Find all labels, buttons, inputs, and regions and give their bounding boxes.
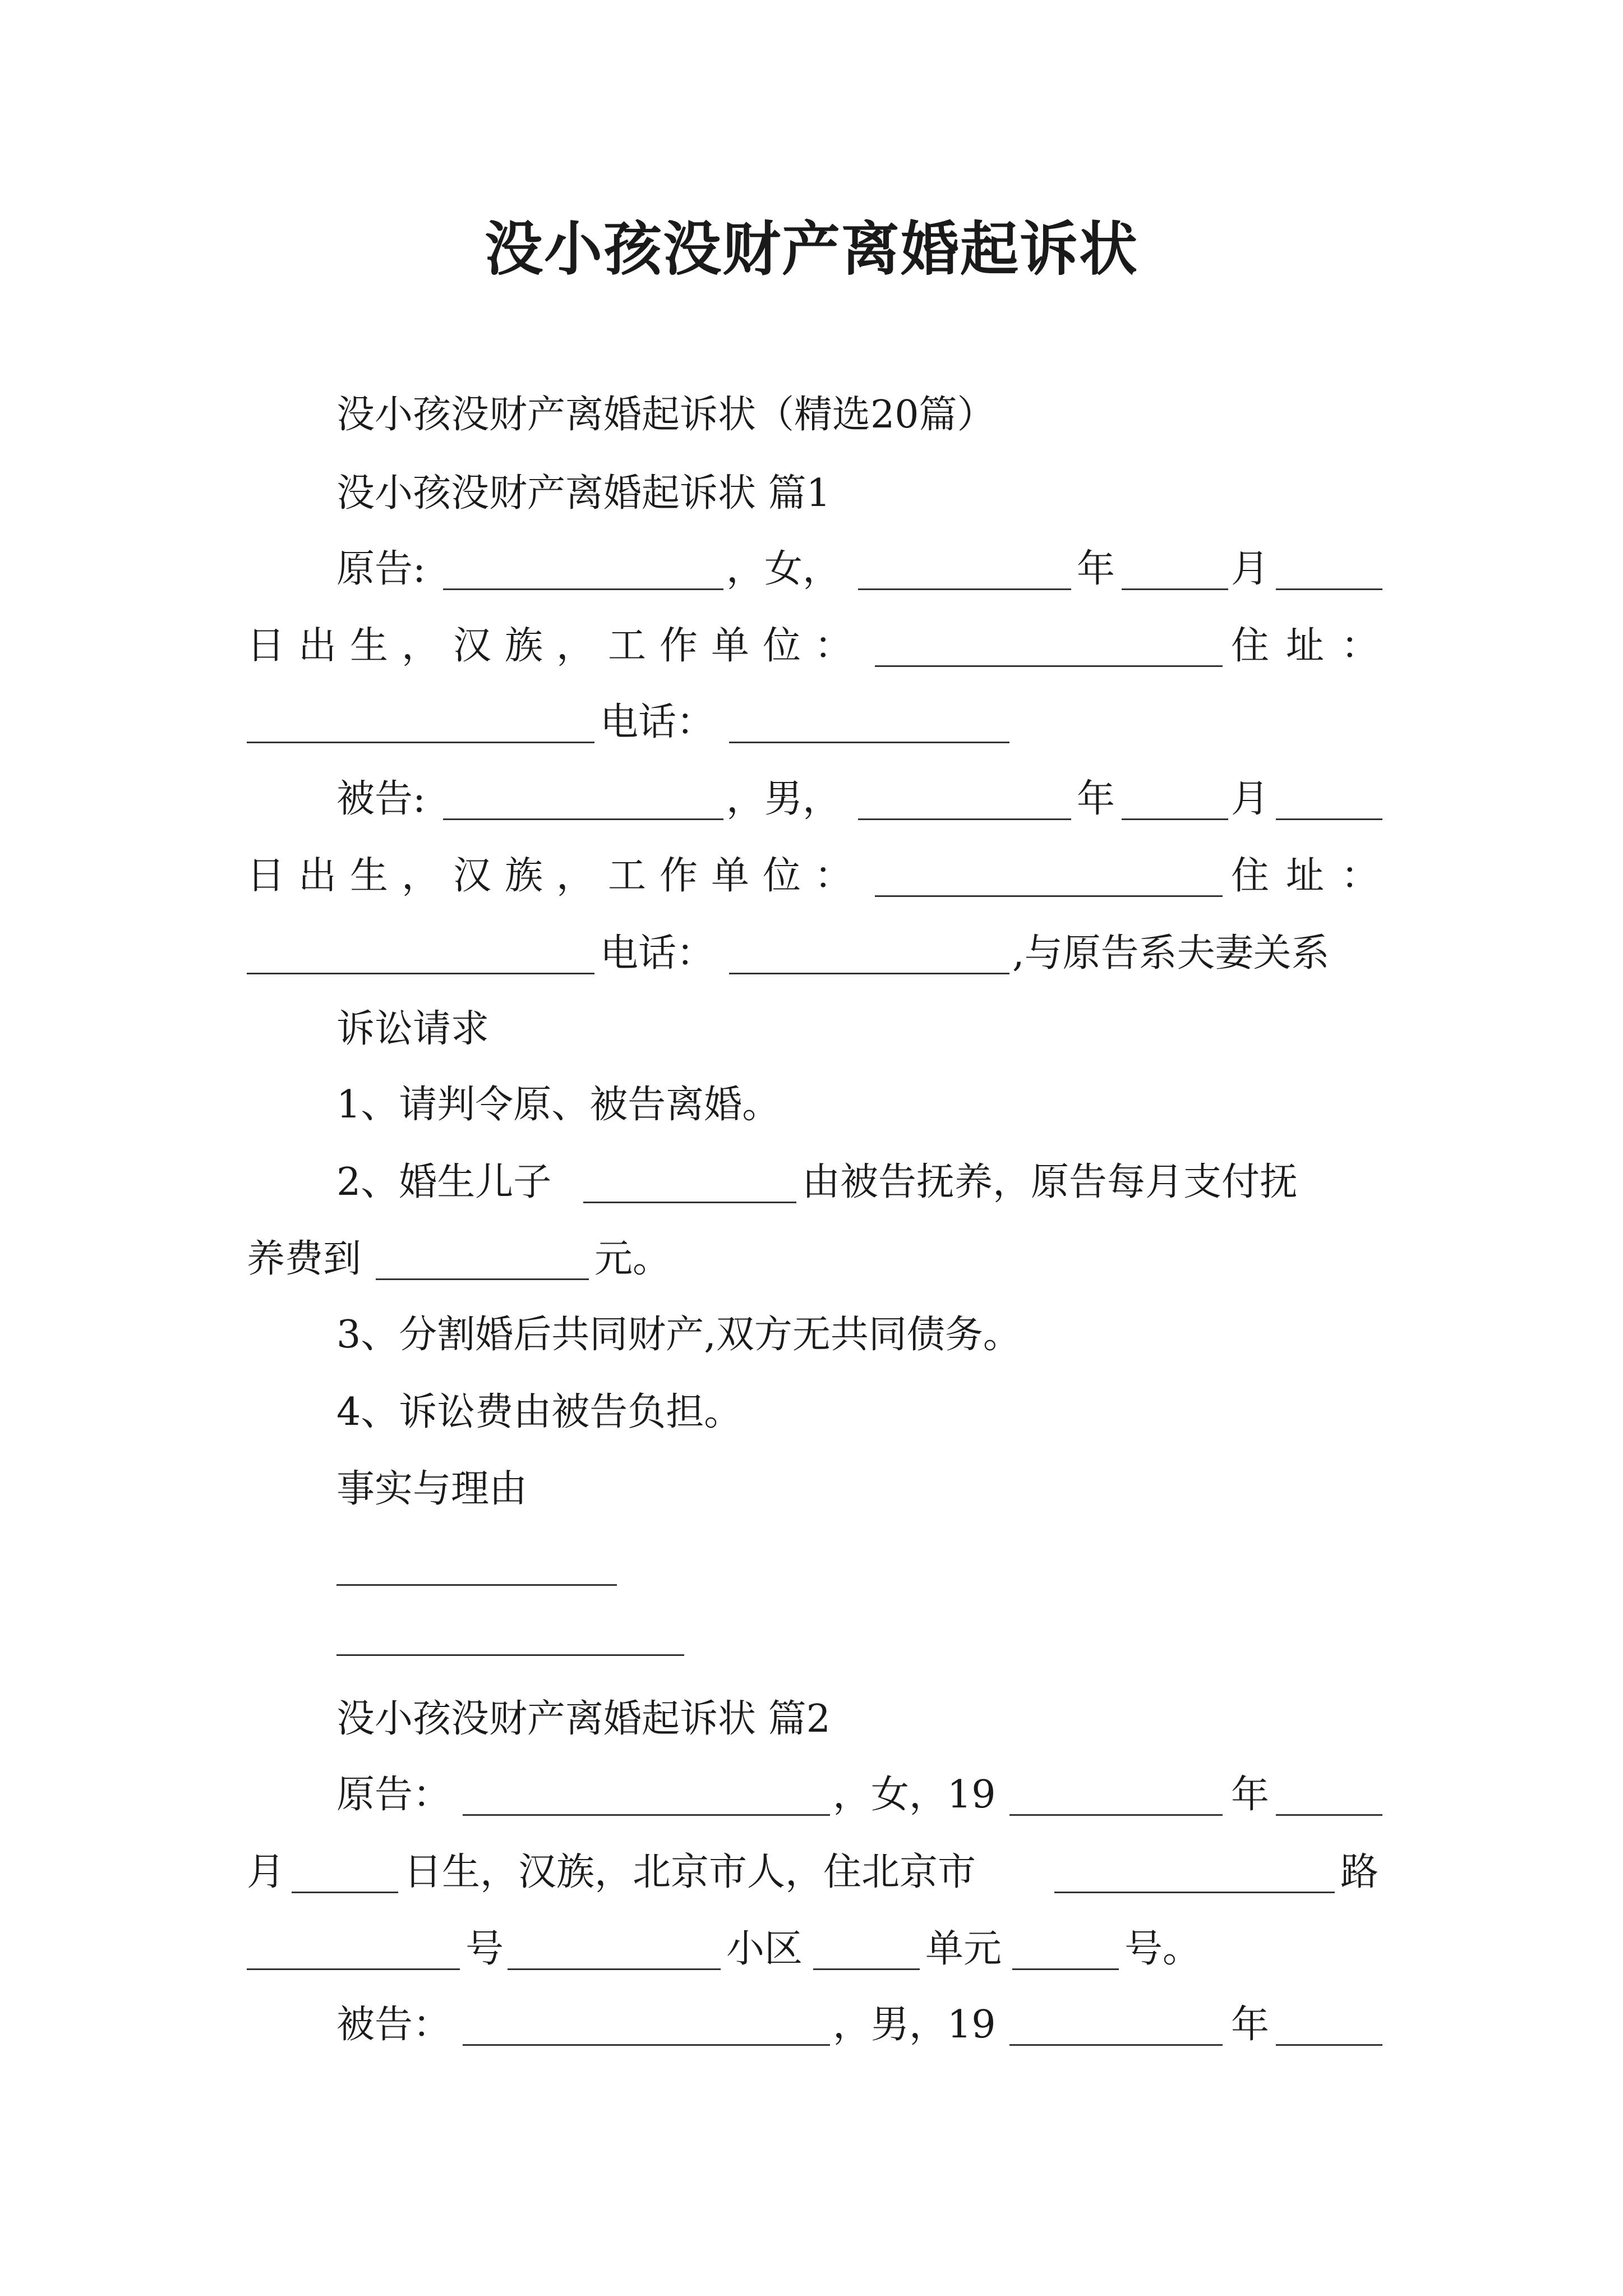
s2-defendant-month-blank <box>1276 2044 1382 2046</box>
s2-plaintiff-gender: ，女，19 <box>833 1773 996 1817</box>
s1-plaintiff-line-1 <box>0 541 1623 597</box>
s2-unit-label: 单元 <box>925 1927 1002 1971</box>
section1-heading: 没小孩没财产离婚起诉状 篇1 <box>336 471 831 516</box>
s2-community-label: 小区 <box>726 1927 803 1971</box>
s2-year-label: 年 <box>1231 1773 1270 1817</box>
s1-son-name-blank <box>583 1202 796 1203</box>
s1-plaintiff-year-blank <box>858 588 1071 590</box>
s1-plaintiff-address-blank <box>247 742 594 743</box>
s1-claim-2a: 2、婚生儿子 <box>336 1160 552 1204</box>
s1-plaintiff-month-blank <box>1122 588 1228 590</box>
document-title: 没小孩没财产离婚起诉状 <box>484 214 1138 283</box>
s2-defendant-name-blank <box>463 2044 830 2046</box>
s2-community-blank <box>508 1968 721 1970</box>
s2-plaintiff-year-blank <box>1009 1814 1223 1816</box>
s2-plaintiff-day-blank <box>292 1892 398 1893</box>
s2-number-blank <box>247 1968 460 1970</box>
s1-claim-2-line-1 <box>0 1154 1623 1211</box>
s1-claims-heading: 诉讼请求 <box>336 1007 490 1051</box>
s1-claim-4-line <box>0 1384 1623 1441</box>
s1-address-label-2: 住址： <box>1231 854 1396 898</box>
s1-claim-4: 4、诉讼费由被告负担。 <box>336 1390 743 1434</box>
s1-facts-blank-line-1 <box>0 1537 1623 1593</box>
s1-plaintiff-line-2 <box>0 618 1623 674</box>
s1-defendant-line-2 <box>0 848 1623 904</box>
s2-month-label: 月 <box>247 1850 285 1894</box>
s1-year-label: 年 <box>1077 547 1115 591</box>
s1-born-text-2: 日出生，汉族，工作单位： <box>247 854 866 898</box>
s2-defendant-line-1 <box>0 1997 1623 2053</box>
s2-room-label: 号。 <box>1124 1927 1201 1971</box>
s1-claim-1-line <box>0 1077 1623 1133</box>
s1-defendant-address-blank <box>247 973 594 974</box>
s1-claim-2c: 养费到 <box>247 1237 362 1281</box>
s2-plaintiff-line-2 <box>0 1844 1623 1901</box>
subtitle-line <box>0 387 1623 443</box>
s2-plaintiff-label: 原告： <box>336 1773 451 1817</box>
s1-plaintiff-label: 原告: <box>336 547 426 591</box>
s1-born-text: 日出生，汉族，工作单位： <box>247 624 866 668</box>
s1-plaintiff-phone-blank <box>729 742 1009 743</box>
section2-heading-line <box>0 1691 1623 1747</box>
s1-relation-text: ,与原告系夫妻关系 <box>1012 931 1330 976</box>
s1-claim-3-line <box>0 1307 1623 1363</box>
s1-phone-label: 电话： <box>600 700 715 744</box>
s1-defendant-gender: ，男， <box>726 777 841 821</box>
s1-address-label: 住址： <box>1231 624 1396 668</box>
s1-facts-blank-2 <box>336 1654 684 1656</box>
s2-plaintiff-month-blank-a <box>1276 1814 1382 1816</box>
s1-month-label: 月 <box>1231 547 1270 591</box>
s1-year-label-2: 年 <box>1077 777 1115 821</box>
s2-road-blank <box>1054 1892 1335 1893</box>
s2-number-label: 号 <box>465 1927 504 1971</box>
s2-room-blank <box>1012 1968 1119 1970</box>
s1-plaintiff-gender: ，女， <box>726 547 841 591</box>
s1-plaintiff-work-blank <box>875 665 1223 667</box>
s1-defendant-name-blank <box>443 818 723 820</box>
s2-defendant-label: 被告： <box>336 2003 451 2047</box>
s2-born-text: 日生，汉族，北京市人，住北京市 <box>404 1850 976 1894</box>
s1-defendant-month-blank <box>1122 818 1228 820</box>
s1-defendant-phone-blank <box>729 973 1009 974</box>
s1-defendant-year-blank <box>858 818 1071 820</box>
s1-facts-blank-1 <box>336 1584 617 1586</box>
s1-claim-2b: 由被告抚养，原告每月支付抚 <box>802 1160 1298 1204</box>
s1-defendant-line-1 <box>0 771 1623 827</box>
s1-month-label-2: 月 <box>1231 777 1270 821</box>
s1-phone-label-2: 电话： <box>600 931 715 976</box>
s1-facts-heading-line <box>0 1461 1623 1517</box>
s1-defendant-line-3 <box>0 926 1623 982</box>
s1-defendant-work-blank <box>875 895 1223 897</box>
s1-support-amount-blank <box>376 1278 589 1280</box>
s2-defendant-year-blank <box>1009 2044 1223 2046</box>
s1-facts-blank-line-2 <box>0 1607 1623 1663</box>
s1-claim-3: 3、分割婚后共同财产,双方无共同债务。 <box>336 1313 1021 1357</box>
s1-plaintiff-name-blank <box>443 588 723 590</box>
s2-road-label: 路 <box>1340 1850 1379 1894</box>
s2-plaintiff-line-1 <box>0 1767 1623 1823</box>
s1-plaintiff-day-blank <box>1276 588 1382 590</box>
s2-defendant-gender: ，男，19 <box>833 2003 996 2047</box>
s2-plaintiff-line-3 <box>0 1921 1623 1977</box>
s1-claim-1: 1、请判令原、被告离婚。 <box>336 1083 781 1127</box>
s1-plaintiff-line-3 <box>0 694 1623 751</box>
s1-claim-2-line-2 <box>0 1231 1623 1287</box>
s2-year-label-2: 年 <box>1231 2003 1270 2047</box>
s2-unit-blank <box>813 1968 920 1970</box>
section1-heading-line <box>0 466 1623 522</box>
s1-facts-heading: 事实与理由 <box>336 1467 528 1511</box>
s1-claims-heading-line <box>0 1001 1623 1057</box>
subtitle: 没小孩没财产离婚起诉状（精选20篇） <box>336 393 995 437</box>
section2-heading: 没小孩没财产离婚起诉状 篇2 <box>336 1697 831 1741</box>
s2-plaintiff-name-blank <box>463 1814 830 1816</box>
s1-claim-2d: 元。 <box>594 1237 671 1281</box>
s1-defendant-label: 被告: <box>336 777 426 821</box>
s1-defendant-day-blank <box>1276 818 1382 820</box>
